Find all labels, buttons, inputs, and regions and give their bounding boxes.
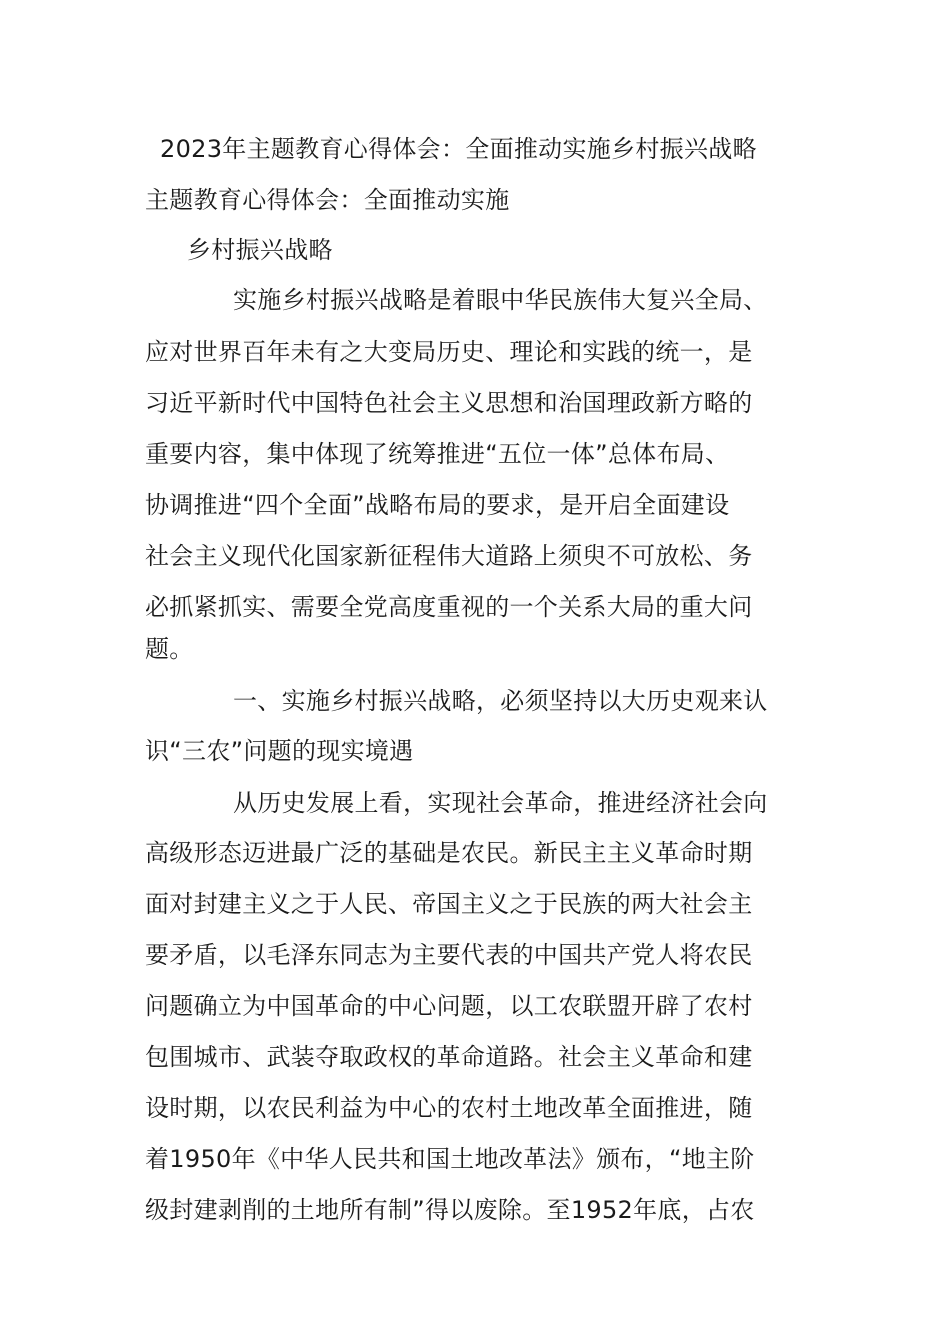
paragraph-line: 面对封建主义之于人民、帝国主义之于民族的两大社会主 [145, 890, 753, 918]
paragraph-line: 高级形态迈进最广泛的基础是农民。新民主主义革命时期 [145, 839, 753, 867]
paragraph-line: 从历史发展上看，实现社会革命，推进经济社会向 [233, 789, 768, 817]
heading-line: 识“三农”问题的现实境遇 [145, 737, 414, 765]
paragraph-line: 实施乡村振兴战略是着眼中华民族伟大复兴全局、 [233, 286, 768, 314]
paragraph-line: 必抓紧抓实、需要全党高度重视的一个关系大局的重大问 [145, 593, 753, 621]
document-subtitle-line: 乡村振兴战略 [187, 236, 333, 264]
paragraph-line: 要矛盾，以毛泽东同志为主要代表的中国共产党人将农民 [145, 941, 753, 969]
paragraph-line: 包围城市、武装夺取政权的革命道路。社会主义革命和建 [145, 1043, 753, 1071]
document-title: 2023年主题教育心得体会：全面推动实施乡村振兴战略 [160, 135, 757, 163]
paragraph-line: 重要内容，集中体现了统筹推进“五位一体”总体布局、 [145, 440, 730, 468]
paragraph-line: 级封建剥削的土地所有制”得以废除。至1952年底，占农 [145, 1196, 755, 1224]
paragraph-line: 社会主义现代化国家新征程伟大道路上须臾不可放松、务 [145, 542, 753, 570]
document-subtitle-line: 主题教育心得体会：全面推动实施 [145, 186, 510, 214]
paragraph-line: 协调推进“四个全面”战略布局的要求，是开启全面建设 [145, 491, 730, 519]
paragraph-line: 题。 [145, 635, 194, 663]
paragraph-line: 习近平新时代中国特色社会主义思想和治国理政新方略的 [145, 389, 753, 417]
paragraph-line: 设时期，以农民利益为中心的农村土地改革全面推进，随 [145, 1094, 753, 1122]
paragraph-line: 应对世界百年未有之大变局历史、理论和实践的统一，是 [145, 338, 753, 366]
paragraph-line: 着1950年《中华人民共和国土地改革法》颁布，“地主阶 [145, 1145, 755, 1173]
heading-line: 一、实施乡村振兴战略，必须坚持以大历史观来认 [233, 687, 768, 715]
paragraph-line: 问题确立为中国革命的中心问题，以工农联盟开辟了农村 [145, 992, 753, 1020]
